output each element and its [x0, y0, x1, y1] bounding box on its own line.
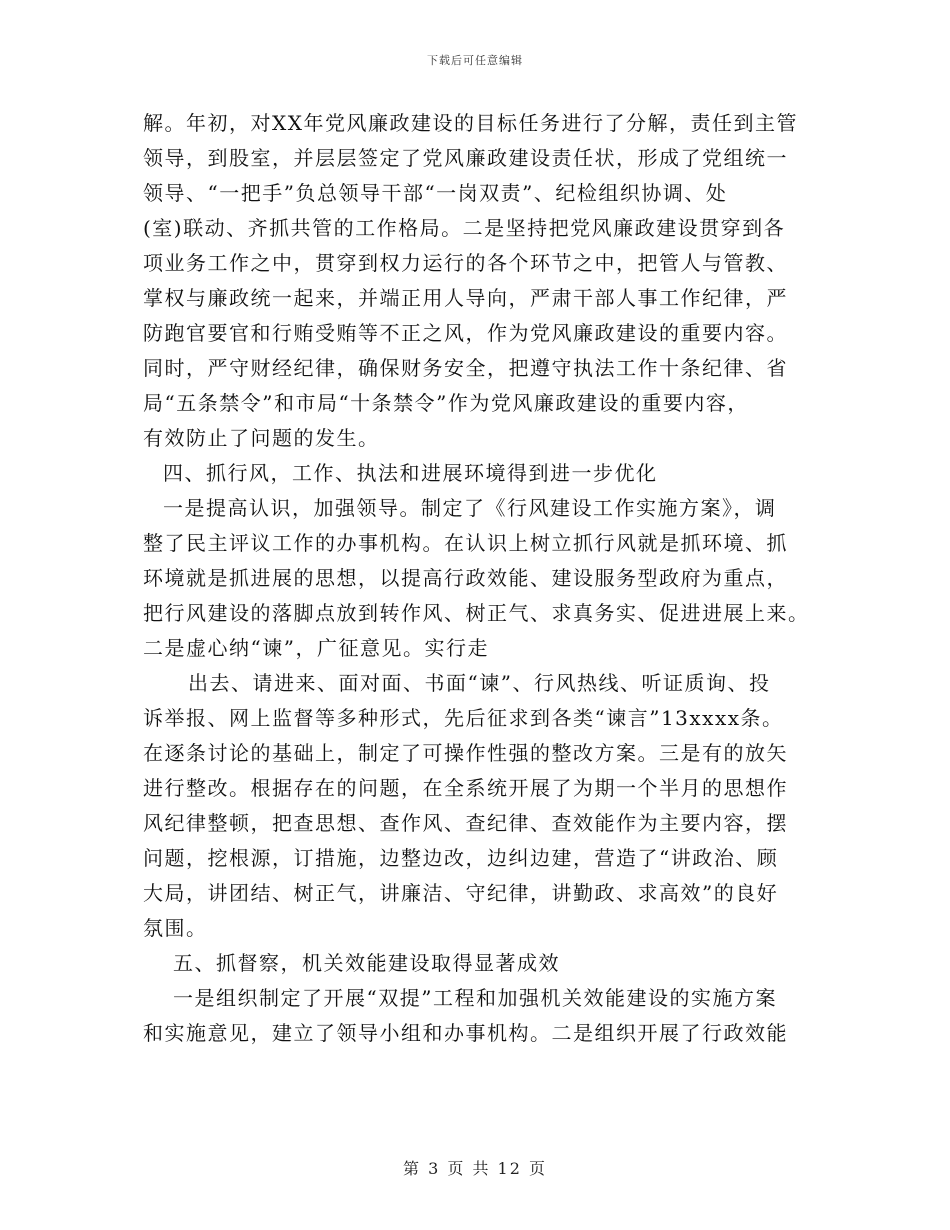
text-line: (室)联动、齐抓共管的工作格局。二是坚持把党风廉政建设贯穿到各 — [143, 216, 786, 240]
text-line: 问题，挖根源，订措施，边整边改，边纠边建，营造了“讲政治、顾 — [143, 846, 779, 870]
text-line: 大局，讲团结、树正气，讲廉洁、守纪律，讲勤政、求高效”的良好 — [143, 881, 779, 905]
paragraph-start: 一是提高认识，加强领导。制定了《行风建设工作实施方案》，调 — [163, 496, 777, 520]
text-line: 解。年初，对XX年党风廉政建设的目标任务进行了分解，责任到主管 — [143, 111, 798, 135]
text-line: 风纪律整顿，把查思想、查作风、查纪律、查效能作为主要内容，摆 — [143, 811, 788, 835]
text-line: 领导，到股室，并层层签定了党风廉政建设责任状，形成了党组统一 — [143, 146, 788, 170]
text-line: 和实施意见，建立了领导小组和办事机构。二是组织开展了行政效能 — [143, 1021, 788, 1045]
text-line: 局“五条禁令”和市局“十条禁令”作为党风廉政建设的重要内容， — [143, 391, 749, 415]
text-line: 二是虚心纳“谏”，广征意见。实行走 — [143, 636, 489, 660]
text-line: 在逐条讨论的基础上，制定了可操作性强的整改方案。三是有的放矢 — [143, 741, 788, 765]
page-header: 下载后可任意编辑 — [427, 54, 523, 67]
section-heading: 五、抓督察，机关效能建设取得显著成效 — [173, 951, 560, 975]
text-line: 项业务工作之中，贯穿到权力运行的各个环节之中，把管人与管教、 — [143, 251, 788, 275]
text-line: 环境就是抓进展的思想，以提高行政效能、建设服务型政府为重点， — [143, 566, 788, 590]
text-line: 领导、“一把手”负总领导干部“一岗双责”、纪检组织协调、处 — [143, 181, 728, 205]
text-line: 有效防止了问题的发生。 — [143, 426, 380, 450]
text-line: 防跑官要官和行贿受贿等不正之风，作为党风廉政建设的重要内容。 — [143, 321, 788, 345]
section-heading: 四、抓行风，工作、执法和进展环境得到进一步优化 — [163, 461, 658, 485]
paragraph-start: 一是组织制定了开展“双提”工程和加强机关效能建设的实施方案 — [173, 986, 777, 1010]
paragraph-start: 出去、请进来、面对面、书面“谏”、行风热线、听证质询、投 — [188, 671, 771, 695]
text-line: 掌权与廉政统一起来，并端正用人导向，严肃干部人事工作纪律，严 — [143, 286, 788, 310]
text-line: 氛围。 — [143, 916, 208, 940]
text-line: 把行风建设的落脚点放到转作风、树正气、求真务实、促进进展上来。 — [143, 601, 810, 625]
text-line: 诉举报、网上监督等多种形式，先后征求到各类“谏言”13xxxx条。 — [143, 706, 784, 730]
text-line: 同时，严守财经纪律，确保财务安全，把遵守执法工作十条纪律、省 — [143, 356, 788, 380]
text-line: 整了民主评议工作的办事机构。在认识上树立抓行风就是抓环境、抓 — [143, 531, 788, 555]
text-line: 进行整改。根据存在的问题，在全系统开展了为期一个半月的思想作 — [143, 776, 788, 800]
page-number: 第 3 页 共 12 页 — [403, 1159, 547, 1178]
document-body — [143, 106, 808, 1051]
